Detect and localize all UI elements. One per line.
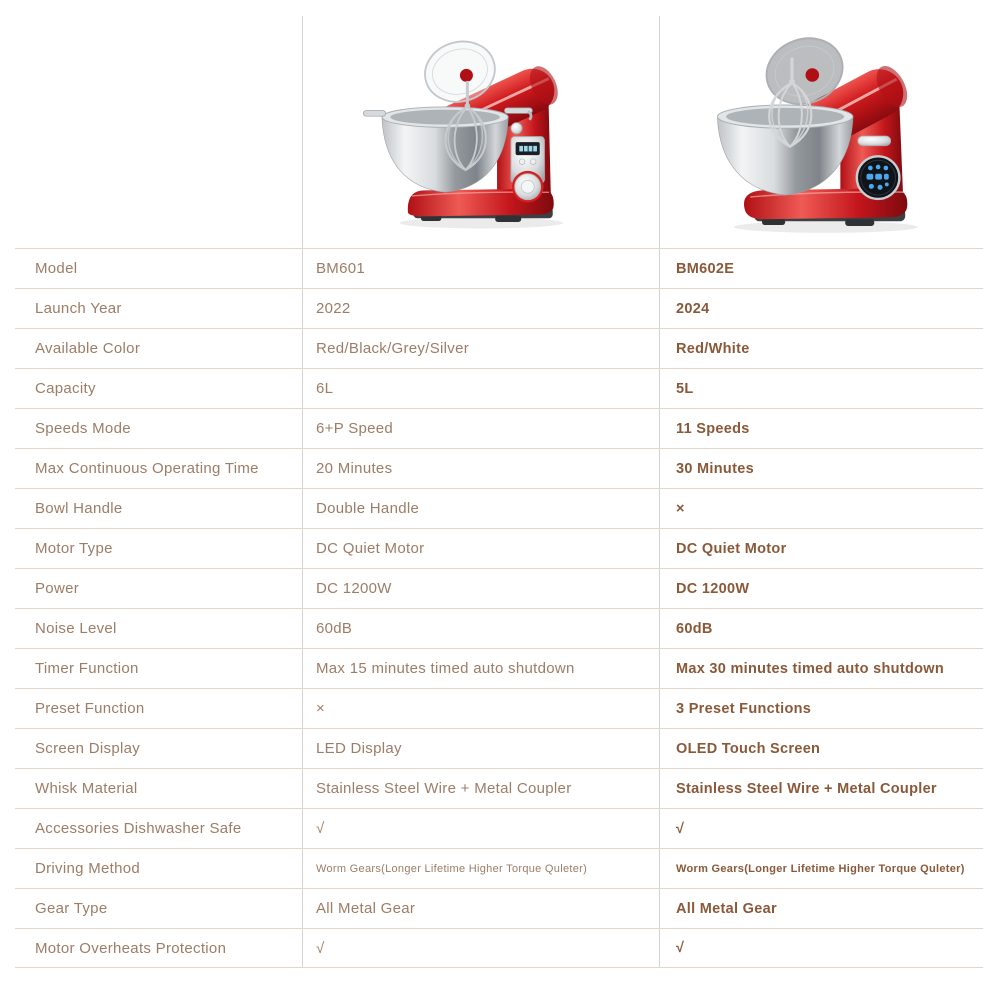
row-value-bm602e: All Metal Gear: [676, 900, 777, 917]
table-row-overheat-protection: [15, 928, 983, 968]
table-row-dishwasher-safe: [15, 808, 983, 848]
table-row-launch-year: [15, 288, 983, 328]
table-row-model: [15, 248, 983, 288]
table-row-max-operating-time: [15, 448, 983, 488]
row-value-bm601: DC Quiet Motor: [316, 540, 425, 557]
table-row-available-color: [15, 328, 983, 368]
row-label: Timer Function: [35, 660, 139, 677]
row-value-bm601: LED Display: [316, 740, 402, 757]
row-value-bm601: Max 15 minutes timed auto shutdown: [316, 660, 575, 677]
row-value-bm601: 60dB: [316, 620, 353, 637]
table-row-driving-method: [15, 848, 983, 888]
row-value-bm602e: Worm Gears(Longer Lifetime Higher Torque Quleter): [676, 862, 965, 875]
row-value-bm602e: 3 Preset Functions: [676, 700, 812, 717]
product-image-bm602e: [700, 4, 942, 243]
table-row-motor-type: [15, 528, 983, 568]
row-value-bm601: DC 1200W: [316, 580, 392, 597]
row-value-bm602e: OLED Touch Screen: [676, 740, 821, 757]
row-label: Screen Display: [35, 740, 141, 757]
table-row-gear-type: [15, 888, 983, 928]
table-row-screen-display: [15, 728, 983, 768]
row-value-bm602e: Stainless Steel Wire + Metal Coupler: [676, 780, 937, 797]
row-label: Whisk Material: [35, 780, 138, 797]
row-value-bm601: 2022: [316, 300, 351, 317]
row-value-bm601: All Metal Gear: [316, 900, 416, 917]
control-panel-led-knob: [511, 137, 544, 203]
row-value-bm601: Double Handle: [316, 500, 420, 517]
row-value-bm601: BM601: [316, 260, 366, 277]
row-value-bm602e: DC 1200W: [676, 580, 750, 597]
table-row-power: [15, 568, 983, 608]
table-row-preset-function: [15, 688, 983, 728]
row-label: Bowl Handle: [35, 500, 123, 517]
row-value-bm601: ×: [316, 700, 326, 717]
row-value-bm602e: 2024: [676, 300, 710, 317]
row-label: Driving Method: [35, 860, 141, 877]
row-label: Available Color: [35, 340, 141, 357]
spec-comparison-table: [15, 248, 983, 968]
row-value-bm602e: BM602E: [676, 260, 735, 277]
row-value-bm602e: DC Quiet Motor: [676, 540, 787, 557]
table-row-timer-function: [15, 648, 983, 688]
row-label: Accessories Dishwasher Safe: [35, 820, 242, 837]
attachment-hub: [460, 69, 473, 82]
row-value-bm602e: √: [676, 940, 685, 956]
stand-mixer-bm602e-icon: [700, 4, 942, 238]
row-value-bm601: √: [316, 939, 325, 957]
row-label: Launch Year: [35, 300, 122, 317]
row-label: Gear Type: [35, 900, 108, 917]
row-label: Capacity: [35, 380, 96, 397]
product-image-bm601: [356, 12, 588, 243]
product-image-header: [0, 0, 1000, 248]
row-label: Speeds Mode: [35, 420, 131, 437]
row-value-bm602e: 11 Speeds: [676, 420, 750, 437]
table-row-bowl-handle: [15, 488, 983, 528]
row-value-bm602e: Red/White: [676, 340, 750, 357]
row-label: Preset Function: [35, 700, 145, 717]
mixing-bowl: [717, 105, 853, 195]
oled-touch-screen: [857, 156, 900, 199]
row-label: Power: [35, 580, 80, 597]
table-row-speeds-mode: [15, 408, 983, 448]
row-value-bm601: 20 Minutes: [316, 460, 393, 477]
row-label: Motor Overheats Protection: [35, 939, 227, 957]
row-value-bm602e: 5L: [676, 380, 694, 397]
row-value-bm602e: 60dB: [676, 620, 713, 637]
row-label: Model: [35, 260, 78, 277]
attachment-hub: [806, 68, 820, 82]
row-value-bm602e: Max 30 minutes timed auto shutdown: [676, 660, 945, 677]
row-value-bm601: Stainless Steel Wire + Metal Coupler: [316, 780, 572, 797]
row-value-bm602e: √: [676, 820, 685, 837]
table-row-whisk-material: [15, 768, 983, 808]
row-label: Noise Level: [35, 620, 117, 637]
table-row-noise-level: [15, 608, 983, 648]
row-value-bm601: Worm Gears(Longer Lifetime Higher Torque Quleter): [316, 862, 588, 875]
hinge-lever: [858, 136, 891, 146]
row-label: Motor Type: [35, 540, 113, 557]
table-row-capacity: [15, 368, 983, 408]
row-value-bm601: 6L: [316, 380, 334, 397]
row-value-bm601: √: [316, 820, 325, 837]
row-value-bm601: Red/Black/Grey/Silver: [316, 340, 470, 357]
row-value-bm602e: 30 Minutes: [676, 460, 754, 477]
row-label: Max Continuous Operating Time: [35, 460, 259, 477]
hinge-button: [511, 123, 522, 134]
row-value-bm601: 6+P Speed: [316, 420, 394, 437]
stand-mixer-bm601-icon: [356, 12, 588, 238]
row-value-bm602e: ×: [676, 500, 685, 517]
